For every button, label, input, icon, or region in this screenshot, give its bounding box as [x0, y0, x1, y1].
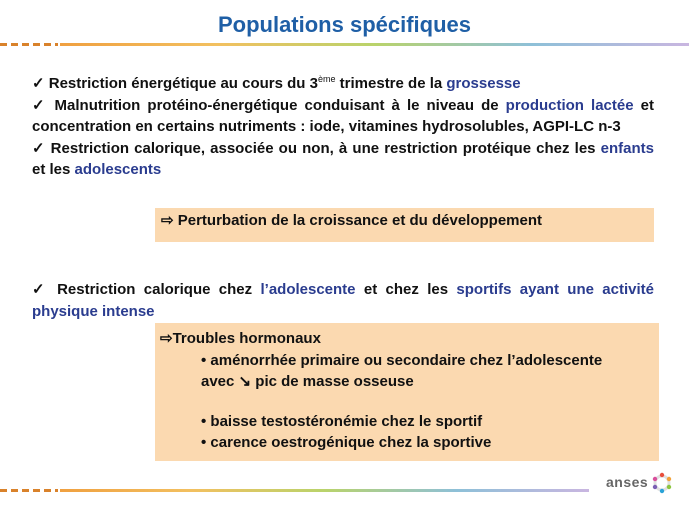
top-divider [0, 43, 689, 46]
item-pregnancy: ✓ Restriction énergétique au cours du 3ème trimestre de la grossesse [32, 74, 521, 92]
bullet-testosterone: • baisse testostéronémie chez le sportif [201, 412, 483, 430]
check-icon: ✓ [32, 139, 46, 157]
anses-logo-icon [651, 472, 673, 494]
item-caloric-restriction-children: ✓ Restriction calorique, associée ou non, à une restriction protéique chez les enfants et les adolescents [32, 139, 654, 178]
check-icon: ✓ [32, 281, 49, 298]
arrow-right-icon: ⇨ [160, 330, 173, 347]
bullet-oestrogen: • carence oestrogénique chez la sportive [201, 434, 492, 451]
section1 [32, 69, 654, 181]
bullet-amenorrhea: • aménorrhée primaire ou secondaire chez l’adolescente [201, 351, 603, 369]
arrow-right-icon: ⇨ [161, 212, 174, 229]
hormonal-box [155, 323, 659, 461]
bullet-bone-mass: avec ↘ pic de masse osseuse [201, 373, 414, 390]
page-title: Populations spécifiques [217, 12, 472, 37]
check-icon: ✓ [32, 96, 48, 114]
hormonal-heading: ⇨Troubles hormonaux [160, 330, 321, 347]
arrow-down-right-icon: ↘ [238, 373, 252, 390]
check-icon: ✓ [32, 75, 45, 92]
item-malnutrition: ✓ Malnutrition protéino-énergétique conduisant à le niveau de production lactée et concentration en certains nutriments : iode, vitamines hydrosolubles, AGPI-LC n-3 [32, 96, 654, 135]
section2: ✓ Restriction calorique chez l’adolescente et chez les sportifs ayant une activité physique intense [32, 281, 654, 320]
anses-logo-text: anses [606, 474, 649, 490]
bottom-divider [0, 489, 689, 492]
consequence-box: ⇨ Perturbation de la croissance et du développement [155, 208, 654, 242]
